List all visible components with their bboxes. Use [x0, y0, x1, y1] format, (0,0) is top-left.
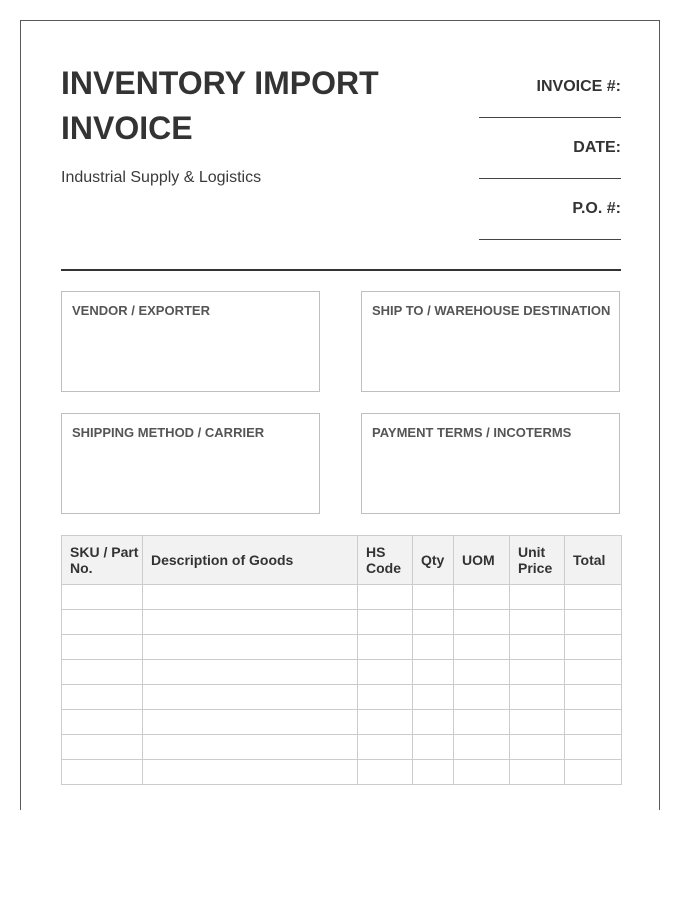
company-name: Industrial Supply & Logistics: [61, 169, 262, 186]
table-cell[interactable]: [62, 585, 143, 610]
vendor-label: VENDOR / EXPORTER: [72, 303, 210, 318]
table-cell[interactable]: [143, 710, 358, 735]
table-cell[interactable]: [143, 735, 358, 760]
table-cell[interactable]: [565, 635, 622, 660]
column-header-sku: SKU / Part No.: [62, 536, 143, 585]
ship-to-box[interactable]: [361, 291, 620, 392]
table-cell[interactable]: [565, 685, 622, 710]
table-cell[interactable]: [510, 660, 565, 685]
date-label: DATE:: [573, 139, 621, 156]
table-cell[interactable]: [454, 735, 510, 760]
ship-to-label: SHIP TO / WAREHOUSE DESTINATION: [372, 303, 611, 318]
table-cell[interactable]: [143, 585, 358, 610]
invoice-title: INVENTORY IMPORT INVOICE: [61, 65, 379, 146]
table-cell[interactable]: [413, 660, 454, 685]
table-cell[interactable]: [413, 685, 454, 710]
table-row: [62, 660, 622, 685]
shipping-method-box[interactable]: [61, 413, 320, 514]
table-cell[interactable]: [510, 760, 565, 785]
table-cell[interactable]: [143, 685, 358, 710]
payment-terms-box[interactable]: [361, 413, 620, 514]
line-items-body: [62, 585, 622, 785]
shipping-method-label: SHIPPING METHOD / CARRIER: [72, 425, 265, 440]
table-cell[interactable]: [565, 760, 622, 785]
table-row: [62, 710, 622, 735]
table-cell[interactable]: [454, 635, 510, 660]
invoice-number-field[interactable]: [479, 117, 621, 118]
table-cell[interactable]: [358, 760, 413, 785]
table-cell[interactable]: [62, 710, 143, 735]
table-cell[interactable]: [62, 685, 143, 710]
po-number-label: P.O. #:: [572, 200, 621, 217]
vendor-box[interactable]: [61, 291, 320, 392]
po-number-field[interactable]: [479, 239, 621, 240]
table-cell[interactable]: [510, 585, 565, 610]
table-row: [62, 685, 622, 710]
table-cell[interactable]: [62, 635, 143, 660]
table-cell[interactable]: [454, 710, 510, 735]
table-cell[interactable]: [62, 610, 143, 635]
table-cell[interactable]: [358, 610, 413, 635]
table-row: [62, 635, 622, 660]
table-row: [62, 585, 622, 610]
table-cell[interactable]: [413, 710, 454, 735]
table-cell[interactable]: [413, 610, 454, 635]
table-cell[interactable]: [565, 710, 622, 735]
table-cell[interactable]: [62, 760, 143, 785]
table-cell[interactable]: [565, 660, 622, 685]
table-cell[interactable]: [358, 635, 413, 660]
table-cell[interactable]: [454, 660, 510, 685]
column-header-description: Description of Goods: [143, 536, 358, 585]
column-header-qty: Qty: [413, 536, 454, 585]
line-items-table: [61, 535, 622, 785]
table-header-row: [62, 536, 622, 585]
table-cell[interactable]: [565, 585, 622, 610]
table-cell[interactable]: [413, 585, 454, 610]
table-cell[interactable]: [510, 685, 565, 710]
table-cell[interactable]: [454, 585, 510, 610]
table-cell[interactable]: [143, 760, 358, 785]
table-row: [62, 610, 622, 635]
table-cell[interactable]: [358, 585, 413, 610]
table-cell[interactable]: [413, 760, 454, 785]
header-divider: [61, 269, 621, 271]
table-cell[interactable]: [565, 735, 622, 760]
table-cell[interactable]: [565, 610, 622, 635]
table-cell[interactable]: [358, 685, 413, 710]
column-header-unit-price: Unit Price: [510, 536, 565, 585]
table-cell[interactable]: [143, 610, 358, 635]
table-cell[interactable]: [143, 635, 358, 660]
table-cell[interactable]: [454, 610, 510, 635]
table-row: [62, 735, 622, 760]
invoice-number-label: INVOICE #:: [536, 78, 621, 95]
table-cell[interactable]: [454, 760, 510, 785]
column-header-total: Total: [565, 536, 622, 585]
table-cell[interactable]: [358, 710, 413, 735]
table-cell[interactable]: [62, 735, 143, 760]
payment-terms-label: PAYMENT TERMS / INCOTERMS: [372, 425, 572, 440]
table-cell[interactable]: [143, 660, 358, 685]
table-cell[interactable]: [413, 735, 454, 760]
invoice-page: [20, 20, 660, 810]
table-row: [62, 760, 622, 785]
table-cell[interactable]: [358, 660, 413, 685]
table-cell[interactable]: [510, 635, 565, 660]
column-header-uom: UOM: [454, 536, 510, 585]
date-field[interactable]: [479, 178, 621, 179]
table-cell[interactable]: [510, 735, 565, 760]
table-cell[interactable]: [510, 710, 565, 735]
table-cell[interactable]: [454, 685, 510, 710]
table-cell[interactable]: [413, 635, 454, 660]
table-cell[interactable]: [510, 610, 565, 635]
table-cell[interactable]: [358, 735, 413, 760]
column-header-hs-code: HS Code: [358, 536, 413, 585]
table-cell[interactable]: [62, 660, 143, 685]
